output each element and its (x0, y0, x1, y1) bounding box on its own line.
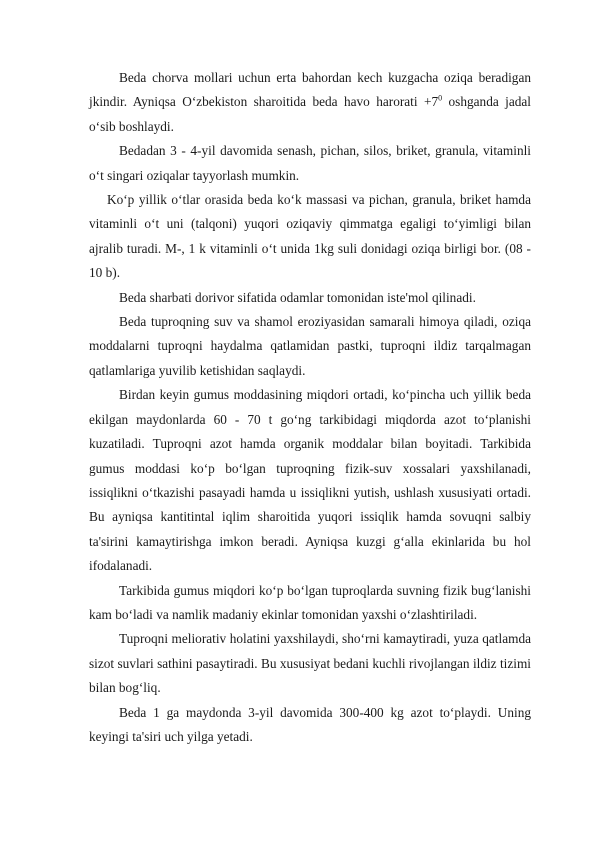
paragraph-6: Birdan keyin gumus moddasining miqdori ortadi, ko‘pincha uch yillik beda ekilgan maydonlarda 60 - 70 t go‘ng tarkibidagi miqdorda azot to‘planishi kuzatiladi. Tuproqni azot hamda organik moddalar bilan boyitadi. Tarkibida gumus moddasi ko‘p bo‘lgan tuproqning fizik-suv xossalari yaxshilanadi, issiqlikni o‘tkazishi pasayadi hamda u issiqlikni yutish, ushlash xususiyati ortadi. Bu ayniqsa kantitintal iqlim sharoitida yuqori issiqlik hamda sovuqni salbiy ta'sirini kamaytirishga imkon beradi. Ayniqsa kuzgi g‘alla ekinlarida bu hol ifodalanadi. (89, 387, 531, 574)
degree-superscript: 0 (438, 93, 443, 103)
paragraph-3: Ko‘p yillik o‘tlar orasida beda ko‘k massasi va pichan, granula, briket hamda vitaminli o‘t uni (talqoni) yuqori oziqaviy qimmatga egaligi to‘yimligi bilan ajralib turadi. M-, 1 k vitaminli o‘t unida 1kg suli donidagi oziqa birligi bor. (08 - 10 b). (89, 192, 531, 281)
paragraph-5: Beda tuproqning suv va shamol eroziyasidan samarali himoya qiladi, oziqa moddalarni tuproqni haydalma qatlamidan pastki, tuproqni ildiz tarqalmagan qatlamlariga yuvilib ketishidan saqlaydi. (89, 314, 531, 378)
paragraph-1-text-end: oshganda jadal o‘sib boshlaydi. (89, 94, 531, 134)
document-body (89, 66, 531, 749)
paragraph-8: Tuproqni meliorativ holatini yaxshilaydi, sho‘rni kamaytiradi, yuza qatlamda sizot suvlari sathini pasaytiradi. Bu xususiyat bedani kuchli rivojlangan ildiz tizimi bilan bog‘liq. (89, 631, 531, 696)
paragraph-1-text: Beda chorva mollari uchun erta bahordan kech kuzgacha oziqa beradigan jkindir. Ayniqsa O‘zbekiston sharoitida beda havo harorati +7 (89, 70, 531, 110)
paragraph-7: Tarkibida gumus miqdori ko‘p bo‘lgan tuproqlarda suvning fizik bug‘lanishi kam bo‘ladi va namlik madaniy ekinlar tomonidan yaxshi o‘zlashtiriladi. (89, 582, 531, 622)
paragraph-4: Beda sharbati dorivor sifatida odamlar tomonidan iste'mol qilinadi. (119, 289, 476, 305)
paragraph-9: Beda 1 ga maydonda 3-yil davomida 300-400 kg azot to‘playdi. Uning keyingi ta'siri uch yilga yetadi. (89, 704, 531, 744)
paragraph-1 (89, 66, 531, 139)
paragraph-2: Bedadan 3 - 4-yil davomida senash, pichan, silos, briket, granula, vitaminli o‘t singari oziqalar tayyorlash mumkin. (89, 143, 531, 183)
